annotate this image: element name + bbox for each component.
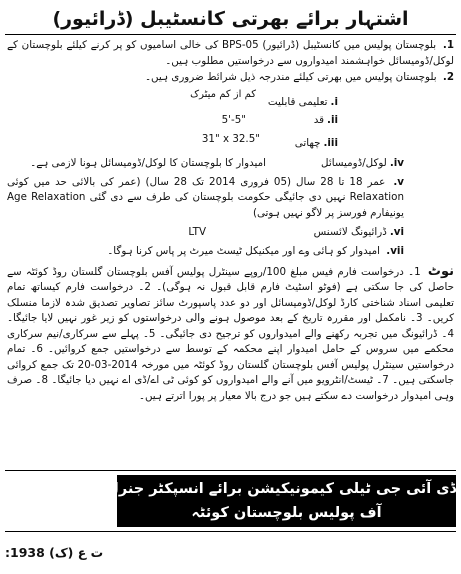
requirement-value: 5'-5" <box>221 113 246 126</box>
issuer-line-2: آف پولیس بلوچستان کوئٹہ <box>191 505 382 521</box>
age-text: عمر 18 تا 28 سال (05 فروری 2014 تک 28 سال) (عمر کی بالائی حد میں کوئی Relaxation نہیں دی جائیگی حکومت بلوچستان کی طرف سے دی گئی Age Relaxation یونیفارم فورسز پر لاگو نہیں ہوتی) <box>7 175 404 219</box>
requirement-number: vii. <box>386 245 404 257</box>
requirement-value: کم از کم میٹرک <box>190 88 256 100</box>
paragraph-1-text: بلوچستان پولیس میں کانسٹیبل (ڈرائیور) BPS-05 کی خالی اسامیوں کو پر کرنے کیلئے بلوچستان کے لوکل/ڈومیسائل خواہشمند امیدواروں سے درخواستیں مطلوب ہیں۔ <box>7 39 454 67</box>
advert-body <box>5 38 456 404</box>
requirement-education <box>5 87 456 113</box>
note-text: 1۔ درخواست فارم فیس مبلغ 100/روپے سینٹرل پولیس آفس بلوچستان گلستان روڈ کوئٹہ سے حاصل کی جا سکتی ہے (فوٹو اسٹیٹ فارم قابل قبول نہ ہوگی)۔ 2۔ درخواست فارم کیساتھ تمام تعلیمی اسناد شناختی کارڈ لوکل/ڈومیسائل اور دو عدد پاسپورٹ سائز تصاویر تصدیق شدہ لازما منسلک کریں۔ 3۔ نامکمل اور مقررہ تاریخ کے بعد موصول ہونے والی درخواستوں کو زیر غور نہیں لایا جائیگا۔ 4۔ ڈرائیونگ میں تجربہ رکھنے والے امیدواروں کو ترجیح دی جائیگی۔ 5۔ پہلے سے سرکاری/نیم سرکاری محکمے میں سروس کے حامل امیدوار اپنے محکمہ کے توسط سے درخواستیں جمع کروائیں۔ 6۔ تمام درخواستیں سینٹرل پولیس آفس بلوچستان گلستان روڈ کوئٹہ میں مورخہ 2014-03-20 تک جمع کروائی جاسکتی ہیں۔ 7۔ ٹیسٹ/انٹرویو میں آنے والے امیدواروں کو کوئی ٹی اے/ڈی اے نہیں دیا جائیگا۔ 8۔ صرف وہی امیدوار درخواست دے سکتے ہیں جو درج بالا معیار پر پورا اترتے ہیں۔ <box>7 265 455 402</box>
paragraph-1-number: 1. <box>442 39 455 51</box>
requirement-number: iii. <box>323 136 338 149</box>
requirement-number: vi. <box>389 226 404 238</box>
requirement-height <box>5 113 456 132</box>
note-label: نوٹ <box>427 263 454 279</box>
requirement-number: ii. <box>327 113 338 126</box>
requirement-domicile <box>5 156 456 175</box>
requirement-number: v. <box>393 175 404 188</box>
requirement-test <box>5 244 456 260</box>
issuer-footer <box>5 470 456 532</box>
advert-title: اشتہار برائے بھرتی کانسٹیبل (ڈرائیور) <box>5 4 456 35</box>
paragraph-2-text: بلوچستان پولیس میں بھرتی کیلئے مندرجہ ذیل شرائط ضروری ہیں۔ <box>144 71 437 83</box>
requirement-license <box>5 222 456 244</box>
requirement-value: LTV <box>188 226 206 238</box>
requirement-number: i. <box>330 95 338 108</box>
requirement-label: لوکل/ڈومیسائل <box>321 156 387 169</box>
paragraph-1 <box>5 38 456 69</box>
requirement-value: 31" x 32.5" <box>201 132 260 145</box>
requirement-number: iv. <box>389 156 404 169</box>
requirement-label: چھاتی <box>294 136 321 149</box>
requirement-chest <box>5 132 456 156</box>
issuer-line-1: ڈی آئی جی ٹیلی کیمونیکیشن برائے انسپکٹر جنرل <box>106 481 456 497</box>
issuer-block <box>106 475 456 527</box>
job-advertisement <box>5 4 456 566</box>
reference-number: ت ع (ک) 1938: <box>5 545 104 560</box>
notes-section <box>5 264 456 405</box>
paragraph-2-number: 2. <box>442 71 454 83</box>
paragraph-2 <box>5 70 456 86</box>
requirement-age <box>5 175 456 222</box>
requirement-value: امیدوار کا بلوچستان کا لوکل/ڈومیسائل ہونا لازمی ہے۔ <box>30 156 266 169</box>
requirement-label: ڈرائیونگ لائسنس <box>313 226 387 238</box>
requirement-label: تعلیمی قابلیت <box>267 95 328 108</box>
test-text: امیدوار کو ہائی وے اور میکنیکل ٹیسٹ میرٹ پر پاس کرنا ہوگا۔ <box>107 245 381 257</box>
requirement-label: قد <box>313 113 325 126</box>
